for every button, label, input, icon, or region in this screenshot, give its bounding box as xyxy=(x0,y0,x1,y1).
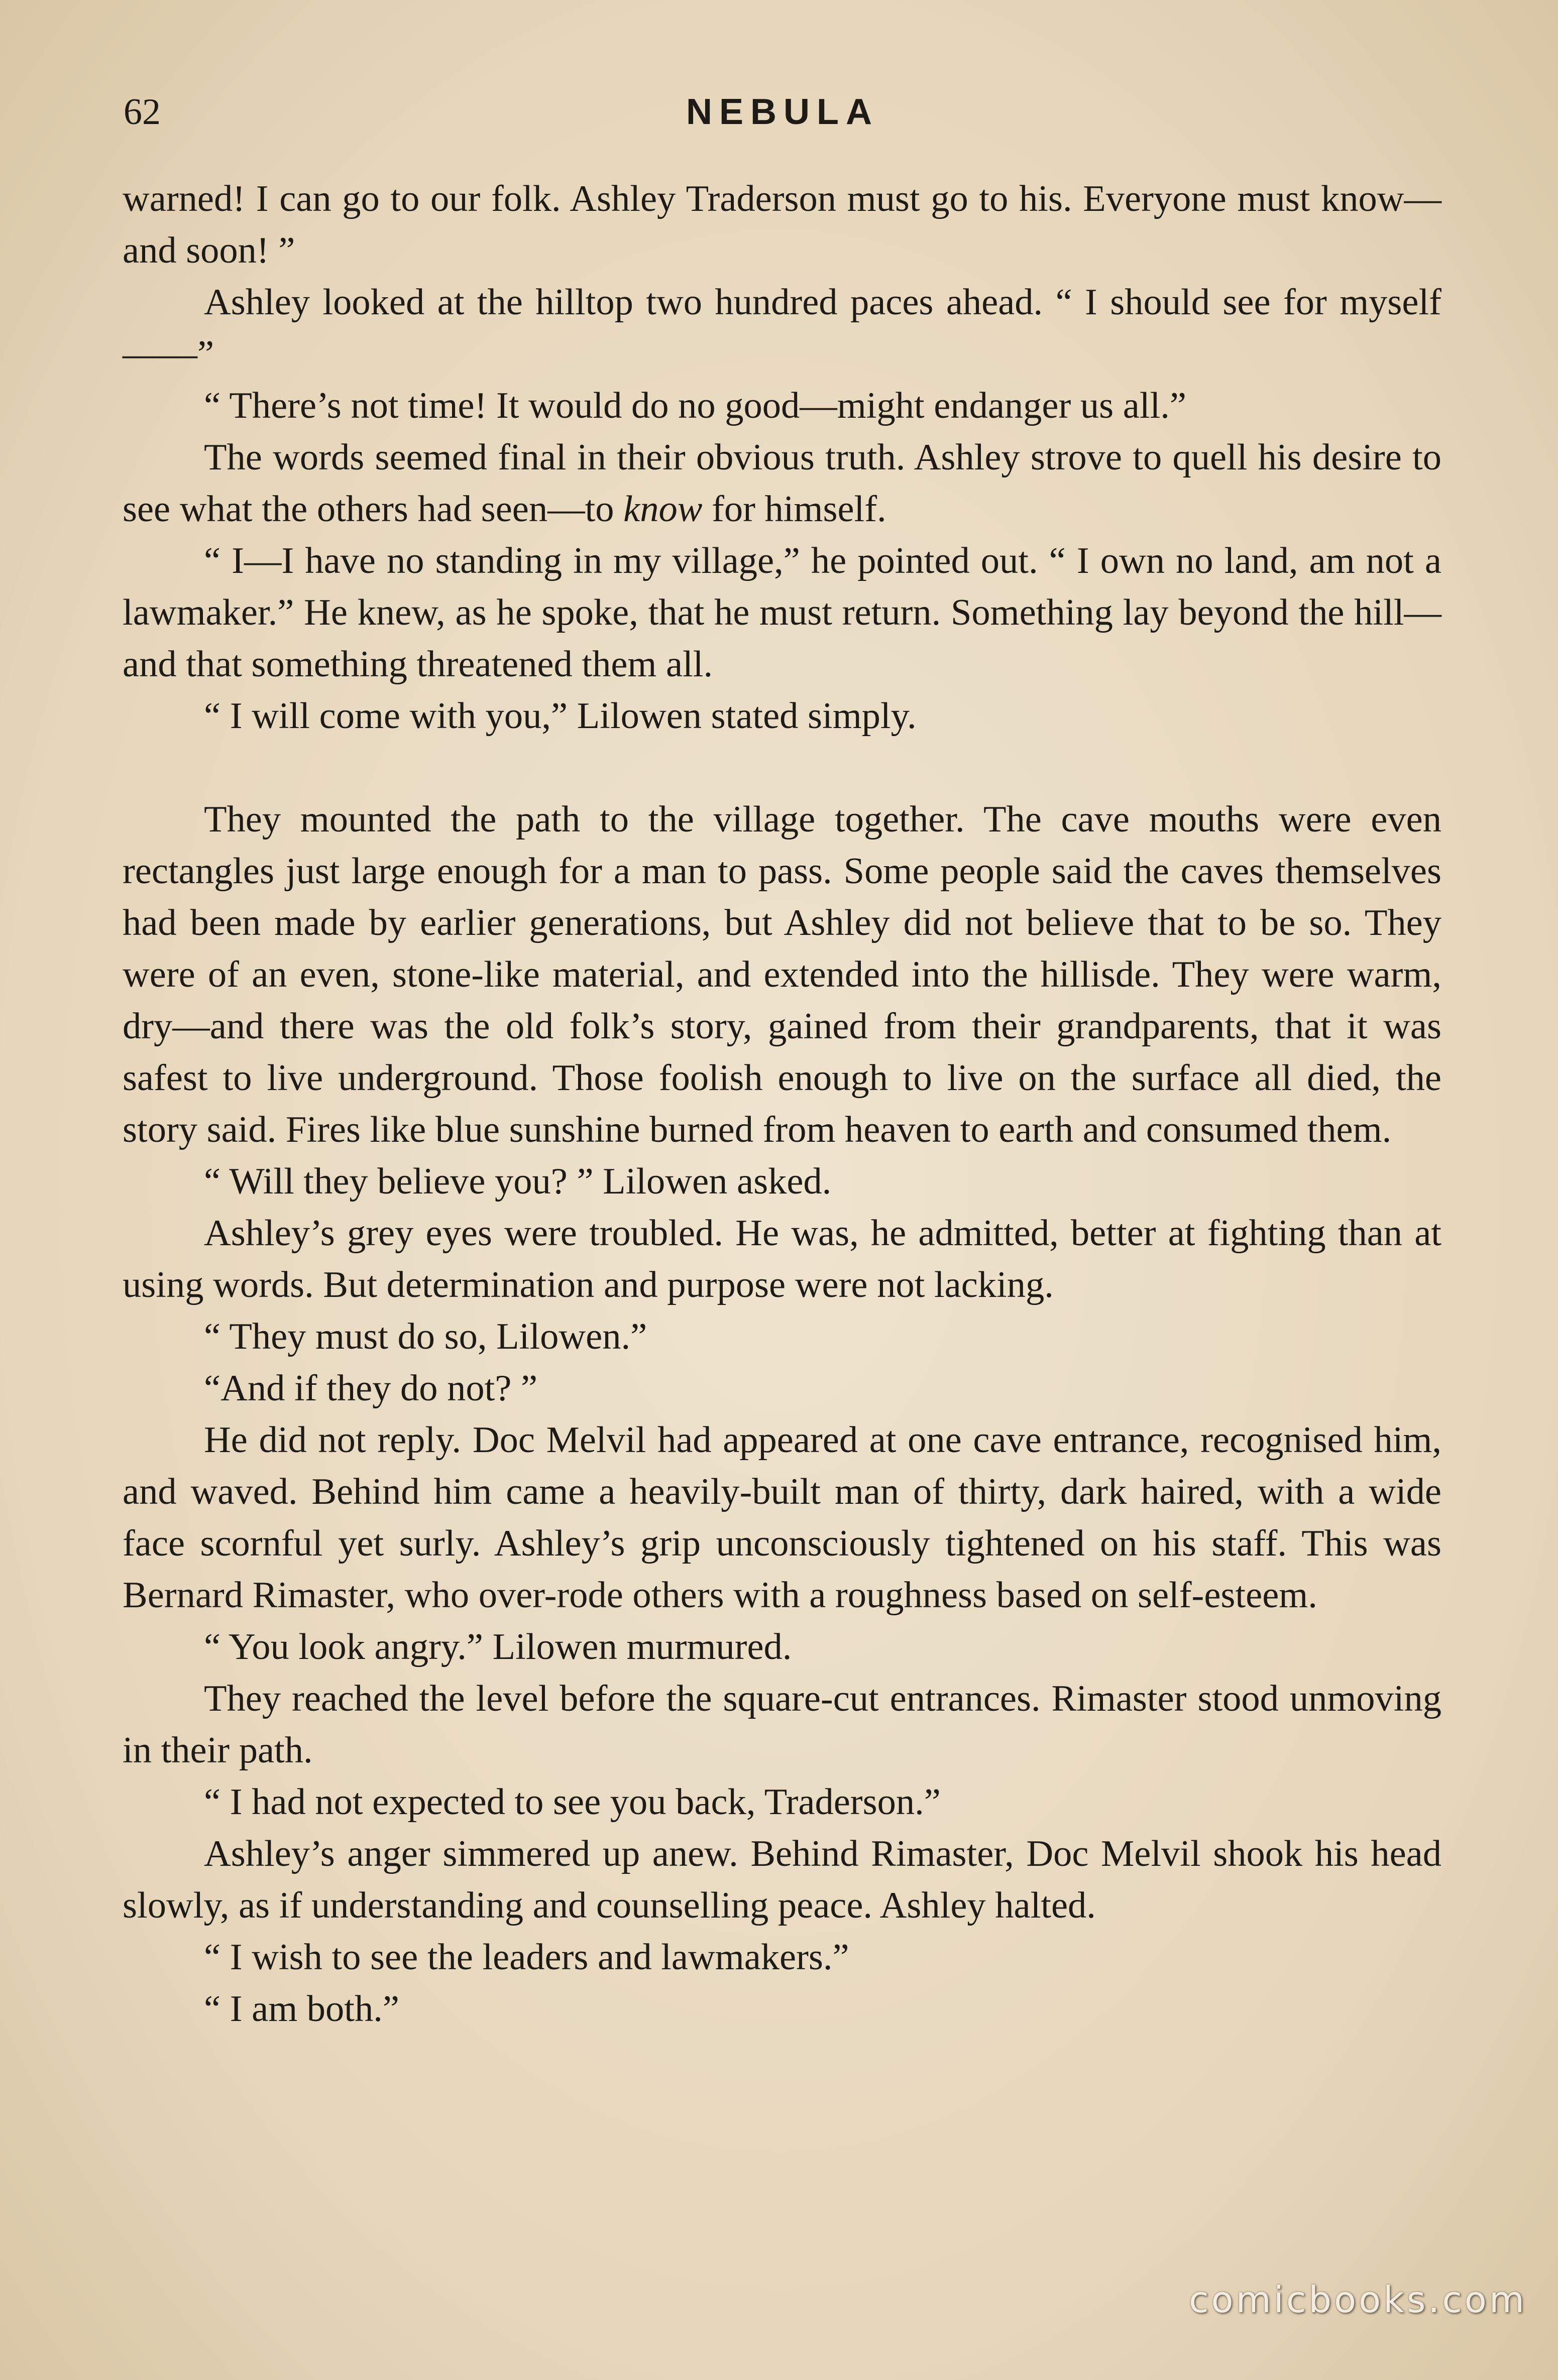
paragraph xyxy=(123,432,1441,535)
paragraph: Ashley looked at the hilltop two hundred paces ahead. “ I should see for myself——” xyxy=(123,282,1441,375)
paragraph: “ You look angry.” Lilowen murmured. xyxy=(204,1626,792,1668)
paragraph: Ashley’s grey eyes were troubled. He was, he admitted, better at fighting than at using words. But determination and purpose were not lacking. xyxy=(123,1213,1441,1305)
running-head-title: NEBULA xyxy=(686,92,879,132)
paragraph: “ I—I have no standing in my village,” he pointed out. “ I own no land, am not a lawmaker.” He knew, as he spoke, that he must return. Something lay beyond the hill—and that something threatened them all. xyxy=(123,540,1441,685)
paragraph: “And if they do not? ” xyxy=(204,1368,538,1409)
paragraph: He did not reply. Doc Melvil had appeared at one cave entrance, recognised him, and waved. Behind him came a heavily-built man of thirty, dark haired, with a wide face scornful yet surly. Ashley’s grip unconsciously tightened on his staff. This was Bernard Rimaster, who over-rode others with a roughness based on self-esteem. xyxy=(123,1419,1441,1616)
paragraph: They reached the level before the square-cut entrances. Rimaster stood unmoving in their path. xyxy=(123,1678,1441,1771)
paragraph: warned! I can go to our folk. Ashley Traderson must go to his. Everyone must know—and soon! ” xyxy=(123,178,1441,271)
paragraph: Ashley’s anger simmered up anew. Behind Rimaster, Doc Melvil shook his head slowly, as if understanding and counselling peace. Ashley halted. xyxy=(123,1833,1441,1926)
italic-word: know xyxy=(623,489,703,530)
paragraph: “ I am both.” xyxy=(204,1988,399,2030)
paragraph-text: The words seemed final in their obvious truth. Ashley strove to quell his desire to see what the others had seen—to xyxy=(123,437,1441,530)
paragraph: They mounted the path to the village together. The cave mouths were even rectangles just large enough for a man to pass. Some people said the caves themselves had been made by earlier generations, but Ashley did not believe that to be so. They were of an even, stone-like material, and extended into the hillisde. They were warm, dry—and there was the old folk’s story, gained from their grandparents, that it was safest to live underground. Those foolish enough to live on the surface all died, the story said. Fires like blue sunshine burned from heaven to earth and consumed them. xyxy=(123,799,1441,1150)
paragraph-text: for himself. xyxy=(702,489,886,530)
page-header xyxy=(124,84,1441,140)
paragraph: “ I had not expected to see you back, Traderson.” xyxy=(204,1781,941,1823)
paragraph: “ There’s not time! It would do no good—might endanger us all.” xyxy=(204,385,1186,426)
body-text xyxy=(123,173,1441,2035)
site-watermark: comicbooks.com xyxy=(1188,2279,1527,2321)
paragraph: “ I will come with you,” Lilowen stated simply. xyxy=(204,695,917,737)
page-number: 62 xyxy=(124,91,161,133)
paragraph: “ Will they believe you? ” Lilowen asked. xyxy=(204,1161,832,1202)
paragraph: “ I wish to see the leaders and lawmakers.” xyxy=(204,1937,849,1978)
paragraph: “ They must do so, Lilowen.” xyxy=(204,1316,647,1357)
